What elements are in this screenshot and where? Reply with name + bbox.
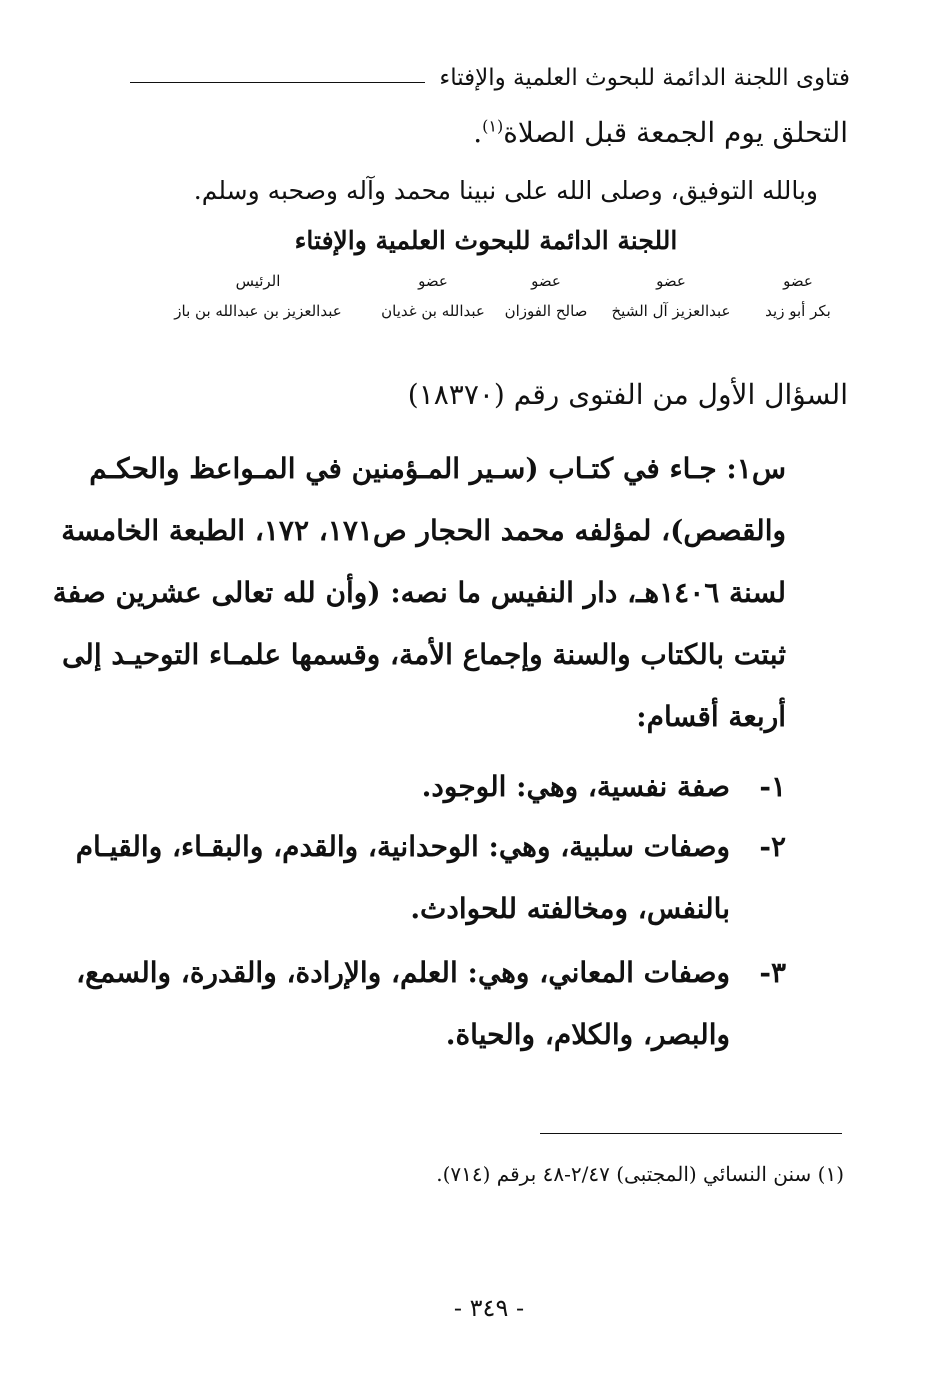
member-name: بكر أبو زيد	[765, 302, 831, 320]
member-role: عضو	[656, 272, 686, 290]
page-number: - ٣٤٩ -	[453, 1294, 525, 1322]
member-role: عضو	[418, 272, 448, 290]
footnote: (١) سنن النسائي (المجتبى) ٢/٤٧-٤٨ برقم (٧١٤).	[436, 1162, 844, 1186]
committee-member	[158, 272, 358, 320]
list-item-line: وصفات سلبية، وهي: الوحدانية، والقدم، والبقـاء، والقيـام	[75, 830, 730, 863]
question-line: ثبتت بالكتاب والسنة وإجماع الأمة، وقسمها علمـاء التوحيـد إلى	[61, 638, 786, 671]
member-role: عضو	[531, 272, 561, 290]
running-header	[130, 58, 850, 98]
running-title: فتاوى اللجنة الدائمة للبحوث العلمية والإفتاء	[439, 65, 850, 91]
header-rule	[130, 82, 425, 83]
closing-line: التحلق يوم الجمعة قبل الصلاة	[503, 116, 848, 149]
list-item-number: ٣-	[759, 956, 786, 989]
footnote-rule	[540, 1133, 842, 1134]
list-item-line: بالنفس، ومخالفته للحوادث.	[410, 892, 730, 925]
member-name: عبدالله بن غديان	[381, 302, 485, 320]
list-item-line: وصفات المعاني، وهي: العلم، والإرادة، والقدرة، والسمع،	[76, 956, 730, 989]
list-item-number: ٢-	[759, 830, 786, 863]
list-item-line: والبصر، والكلام، والحياة.	[445, 1018, 730, 1051]
footnote-reference: (١)	[482, 116, 504, 136]
committee-member	[748, 272, 848, 320]
closing-period: .	[473, 116, 483, 149]
previous-fatwa-closing	[473, 116, 848, 149]
question-line: والقصص)، لمؤلفه محمد الحجار ص١٧١، ١٧٢، الطبعة الخامسة	[61, 514, 786, 547]
committee-member	[378, 272, 488, 320]
committee-member	[606, 272, 736, 320]
member-name: عبدالعزيز بن عبدالله بن باز	[174, 302, 342, 320]
member-name: صالح الفوزان	[504, 302, 588, 320]
list-item-line: صفة نفسية، وهي: الوجود.	[421, 770, 730, 803]
committee-title: اللجنة الدائمة للبحوث العلمية والإفتاء	[294, 226, 678, 255]
committee-members	[128, 272, 848, 342]
blessing-line: وبالله التوفيق، وصلى الله على نبينا محمد وآله وصحبه وسلم.	[193, 176, 818, 205]
member-role: الرئيس	[235, 272, 281, 290]
member-name: عبدالعزيز آل الشيخ	[611, 302, 731, 320]
list-item-number: ١-	[759, 770, 786, 803]
question-line: أربعة أقسام:	[636, 700, 786, 733]
question-line: لسنة ١٤٠٦هـ، دار النفيس ما نصه: (وأن لله تعالى عشرين صفة	[52, 576, 786, 609]
question-heading: السؤال الأول من الفتوى رقم (١٨٣٧٠)	[407, 378, 848, 411]
question-line: س١: جـاء في كتـاب (سـير المـؤمنين في المـواعظ والحكـم	[89, 452, 786, 485]
committee-member	[496, 272, 596, 320]
member-role: عضو	[783, 272, 813, 290]
